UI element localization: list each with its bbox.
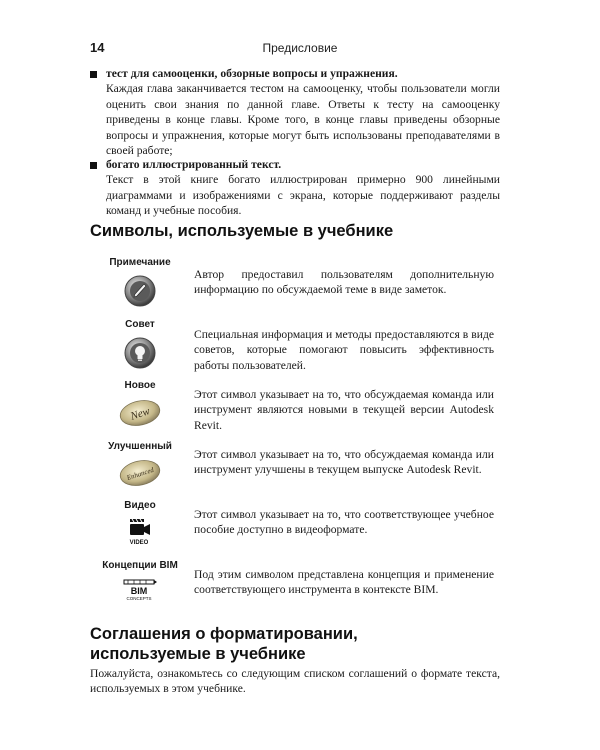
symbol-label-tip: Совет — [125, 319, 155, 330]
bullet-body: Каждая глава заканчивается тестом на самооценку, чтобы пользователи могли оценить свои знания по данной главе. Ответы к тесту на самооценку приведены в конце главы. Кроме того, в конце главы приведены обзорные вопросы и упражнения, которые могут быть использованы преподавателями в своей работе; — [106, 82, 500, 158]
bim-icon-subtext: CONCEPTS — [126, 596, 152, 601]
running-header-title: Предисловие — [262, 41, 338, 55]
bullet-item-illustrated — [90, 157, 500, 219]
bim-icon — [122, 577, 158, 603]
video-icon-text: VIDEO — [129, 540, 149, 546]
tip-icon — [124, 337, 156, 369]
bullet-lead: тест для самооценки, обзорные вопросы и упражнения. — [106, 67, 398, 80]
page-number: 14 — [90, 40, 105, 55]
video-icon — [127, 517, 153, 547]
symbol-label-video: Видео — [124, 500, 156, 511]
new-icon — [118, 399, 162, 427]
bullet-item-self-test — [90, 66, 500, 158]
symbol-label-enhanced: Улучшенный — [108, 441, 172, 452]
section-heading-formatting-line1: Соглашения о форматировании, — [90, 625, 358, 643]
symbol-desc-note: Автор предоставил пользователям дополнительную информацию по обсуждаемой теме в виде заметок. — [194, 268, 494, 297]
symbol-label-bim: Концепции BIM — [102, 560, 178, 571]
enhanced-icon-text: Enhanced — [125, 465, 155, 483]
symbol-desc-video: Этот символ указывает на то, что соответствующее учебное пособие доступно в видеоформате. — [194, 508, 494, 537]
symbol-desc-enhanced: Этот символ указывает на то, что обсуждаемая команда или инструмент улучшены в текущем выпуске Autodesk Revit. — [194, 448, 494, 477]
section-heading-formatting-line2: используемые в учебнике — [90, 645, 306, 663]
bim-icon-text: BIM — [130, 586, 148, 596]
new-icon-text: New — [129, 405, 152, 423]
section-heading-formatting — [90, 624, 510, 664]
symbol-label-new: Новое — [124, 380, 156, 391]
symbol-label-note: Примечание — [109, 257, 171, 268]
bullet-body: Текст в этой книге богато иллюстрирован примерно 900 линейными диаграммами и изображениями с экрана, которые поддерживают разделы команд и учебные пособия. — [106, 173, 500, 218]
section-heading-symbols: Символы, используемые в учебнике — [90, 222, 394, 240]
symbol-desc-new: Этот символ указывает на то, что обсуждаемая команда или инструмент являются новыми в текущей версии Autodesk Revit. — [194, 388, 494, 432]
note-icon — [124, 275, 156, 307]
bullet-square-icon — [90, 71, 97, 78]
symbol-desc-bim: Под этим символом представлена концепция и применение соответствующего инструмента в контексте BIM. — [194, 568, 494, 597]
symbol-desc-tip: Специальная информация и методы предоставляются в виде советов, которые помогают повысить эффективность работы пользователей. — [194, 328, 494, 372]
bullet-lead: богато иллюстрированный текст. — [106, 158, 282, 171]
formatting-intro-paragraph: Пожалуйста, ознакомьтесь со следующим списком соглашений о формате текста, используемых в этом учебнике. — [90, 667, 500, 696]
enhanced-icon — [118, 459, 162, 487]
bullet-square-icon — [90, 162, 97, 169]
